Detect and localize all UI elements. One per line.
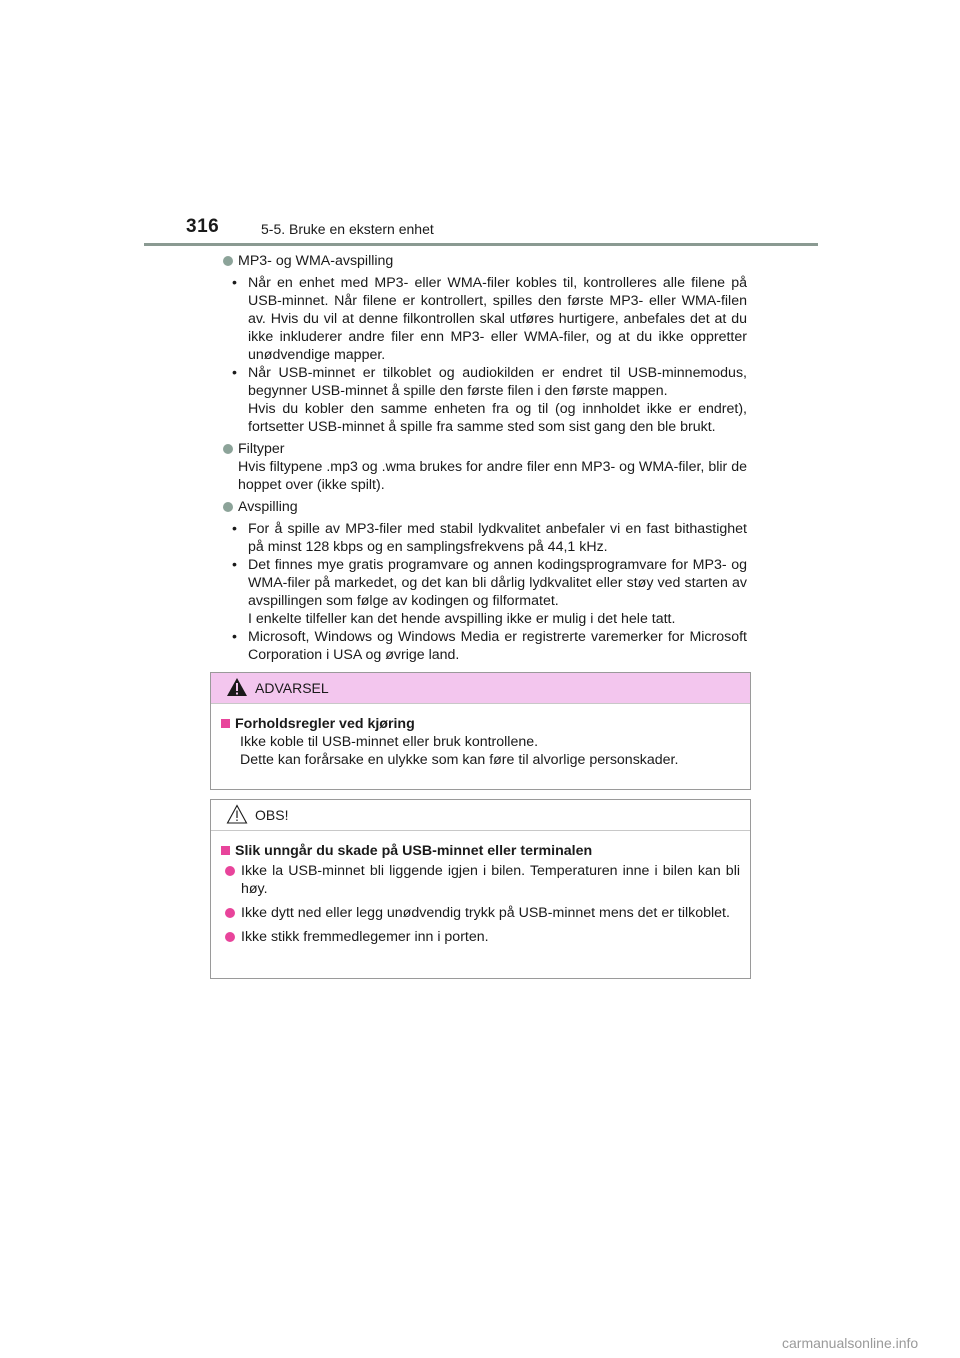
warning-line: Dette kan forårsake en ulykke som kan føre til alvorlige personskader. — [240, 752, 679, 768]
mp3-title: MP3- og WMA-avspilling — [238, 253, 394, 269]
playback-section — [222, 498, 747, 664]
warning-heading: Forholdsregler ved kjøring — [235, 716, 415, 732]
watermark: carmanualsonline.info — [782, 1335, 919, 1351]
warning-header — [211, 673, 750, 704]
square-bullet-icon — [221, 846, 230, 855]
bullet-dot-icon — [225, 932, 235, 942]
filetypes-title: Filtyper — [238, 441, 285, 457]
playback-title: Avspilling — [238, 499, 298, 515]
page-number: 316 — [186, 216, 220, 237]
list-item — [230, 556, 747, 628]
bullet-dot-icon — [225, 866, 235, 876]
list-item: • For å spille av MP3-filer med stabil lydkvalitet anbefaler vi en fast bithastighet på minst 128 kbps og en samplingsfrekvens på 44,1 kHz. — [230, 520, 747, 556]
notice-heading: Slik unngår du skade på USB-minnet eller terminalen — [235, 843, 593, 859]
notice-label: OBS! — [255, 807, 289, 823]
header-rule — [144, 243, 818, 246]
notice-item: Ikke stikk fremmedlegemer inn i porten. — [241, 929, 489, 945]
list-item — [230, 364, 747, 436]
warning-line: Ikke koble til USB-minnet eller bruk kontrollene. — [240, 734, 539, 750]
list-item-text: Det finnes mye gratis programvare og annen kodingsprogramvare for MP3- og WMA-filer på markedet, og det kan bli dårlig lydkvalitet eller støy ved starten av avspillingen som følge av kodingen og filformatet. — [248, 557, 747, 609]
bullet-dot-icon — [223, 256, 233, 266]
bullet-dot-icon — [223, 502, 233, 512]
main-content — [222, 252, 747, 664]
square-bullet-icon — [221, 719, 230, 728]
list-item: • Når en enhet med MP3- eller WMA-filer kobles til, kontrolleres alle filene på USB-minnet. Når filene er kontrollert, spilles den første MP3- eller WMA-filen av. Hvis du vil at denne filkontrollen skal utføres hurtigere, anbefales det at du ikke inkluderer andre filer enn MP3- eller WMA-filer, og at du ikke oppretter unødvendige mapper. — [230, 274, 747, 364]
filetypes-section — [222, 440, 747, 494]
mp3-section — [222, 252, 747, 436]
notice-box — [210, 799, 751, 979]
notice-item: Ikke dytt ned eller legg unødvendig trykk på USB-minnet mens det er tilkoblet. — [241, 905, 730, 921]
bullet-dot-icon — [223, 444, 233, 454]
caution-triangle-icon — [226, 804, 248, 824]
list-item: • Microsoft, Windows og Windows Media er registrerte varemerker for Microsoft Corporation i USA og øvrige land. — [230, 628, 747, 664]
list-item-text: Når USB-minnet er tilkoblet og audiokilden er endret til USB-minnemodus, begynner USB-minnet å spille den første filen i den første mappen. — [248, 365, 747, 399]
warning-triangle-icon — [226, 677, 248, 697]
filetypes-text: Hvis filtypene .mp3 og .wma brukes for andre filer enn MP3- og WMA-filer, blir de hoppet over (ikke spilt). — [238, 459, 747, 493]
bullet-dot-icon — [225, 908, 235, 918]
notice-item: Ikke la USB-minnet bli liggende igjen i bilen. Temperaturen inne i bilen kan bli høy. — [241, 863, 740, 897]
section-title: 5-5. Bruke en ekstern enhet — [261, 221, 434, 237]
notice-header — [211, 800, 750, 831]
list-item-extra: Hvis du kobler den samme enheten fra og til (og innholdet ikke er endret), fortsetter USB-minnet å spille fra samme sted som sist gang den ble brukt. — [248, 401, 747, 435]
warning-box — [210, 672, 751, 790]
list-item-extra: I enkelte tilfeller kan det hende avspilling ikke er mulig i det hele tatt. — [248, 611, 676, 627]
warning-label: ADVARSEL — [255, 680, 329, 696]
